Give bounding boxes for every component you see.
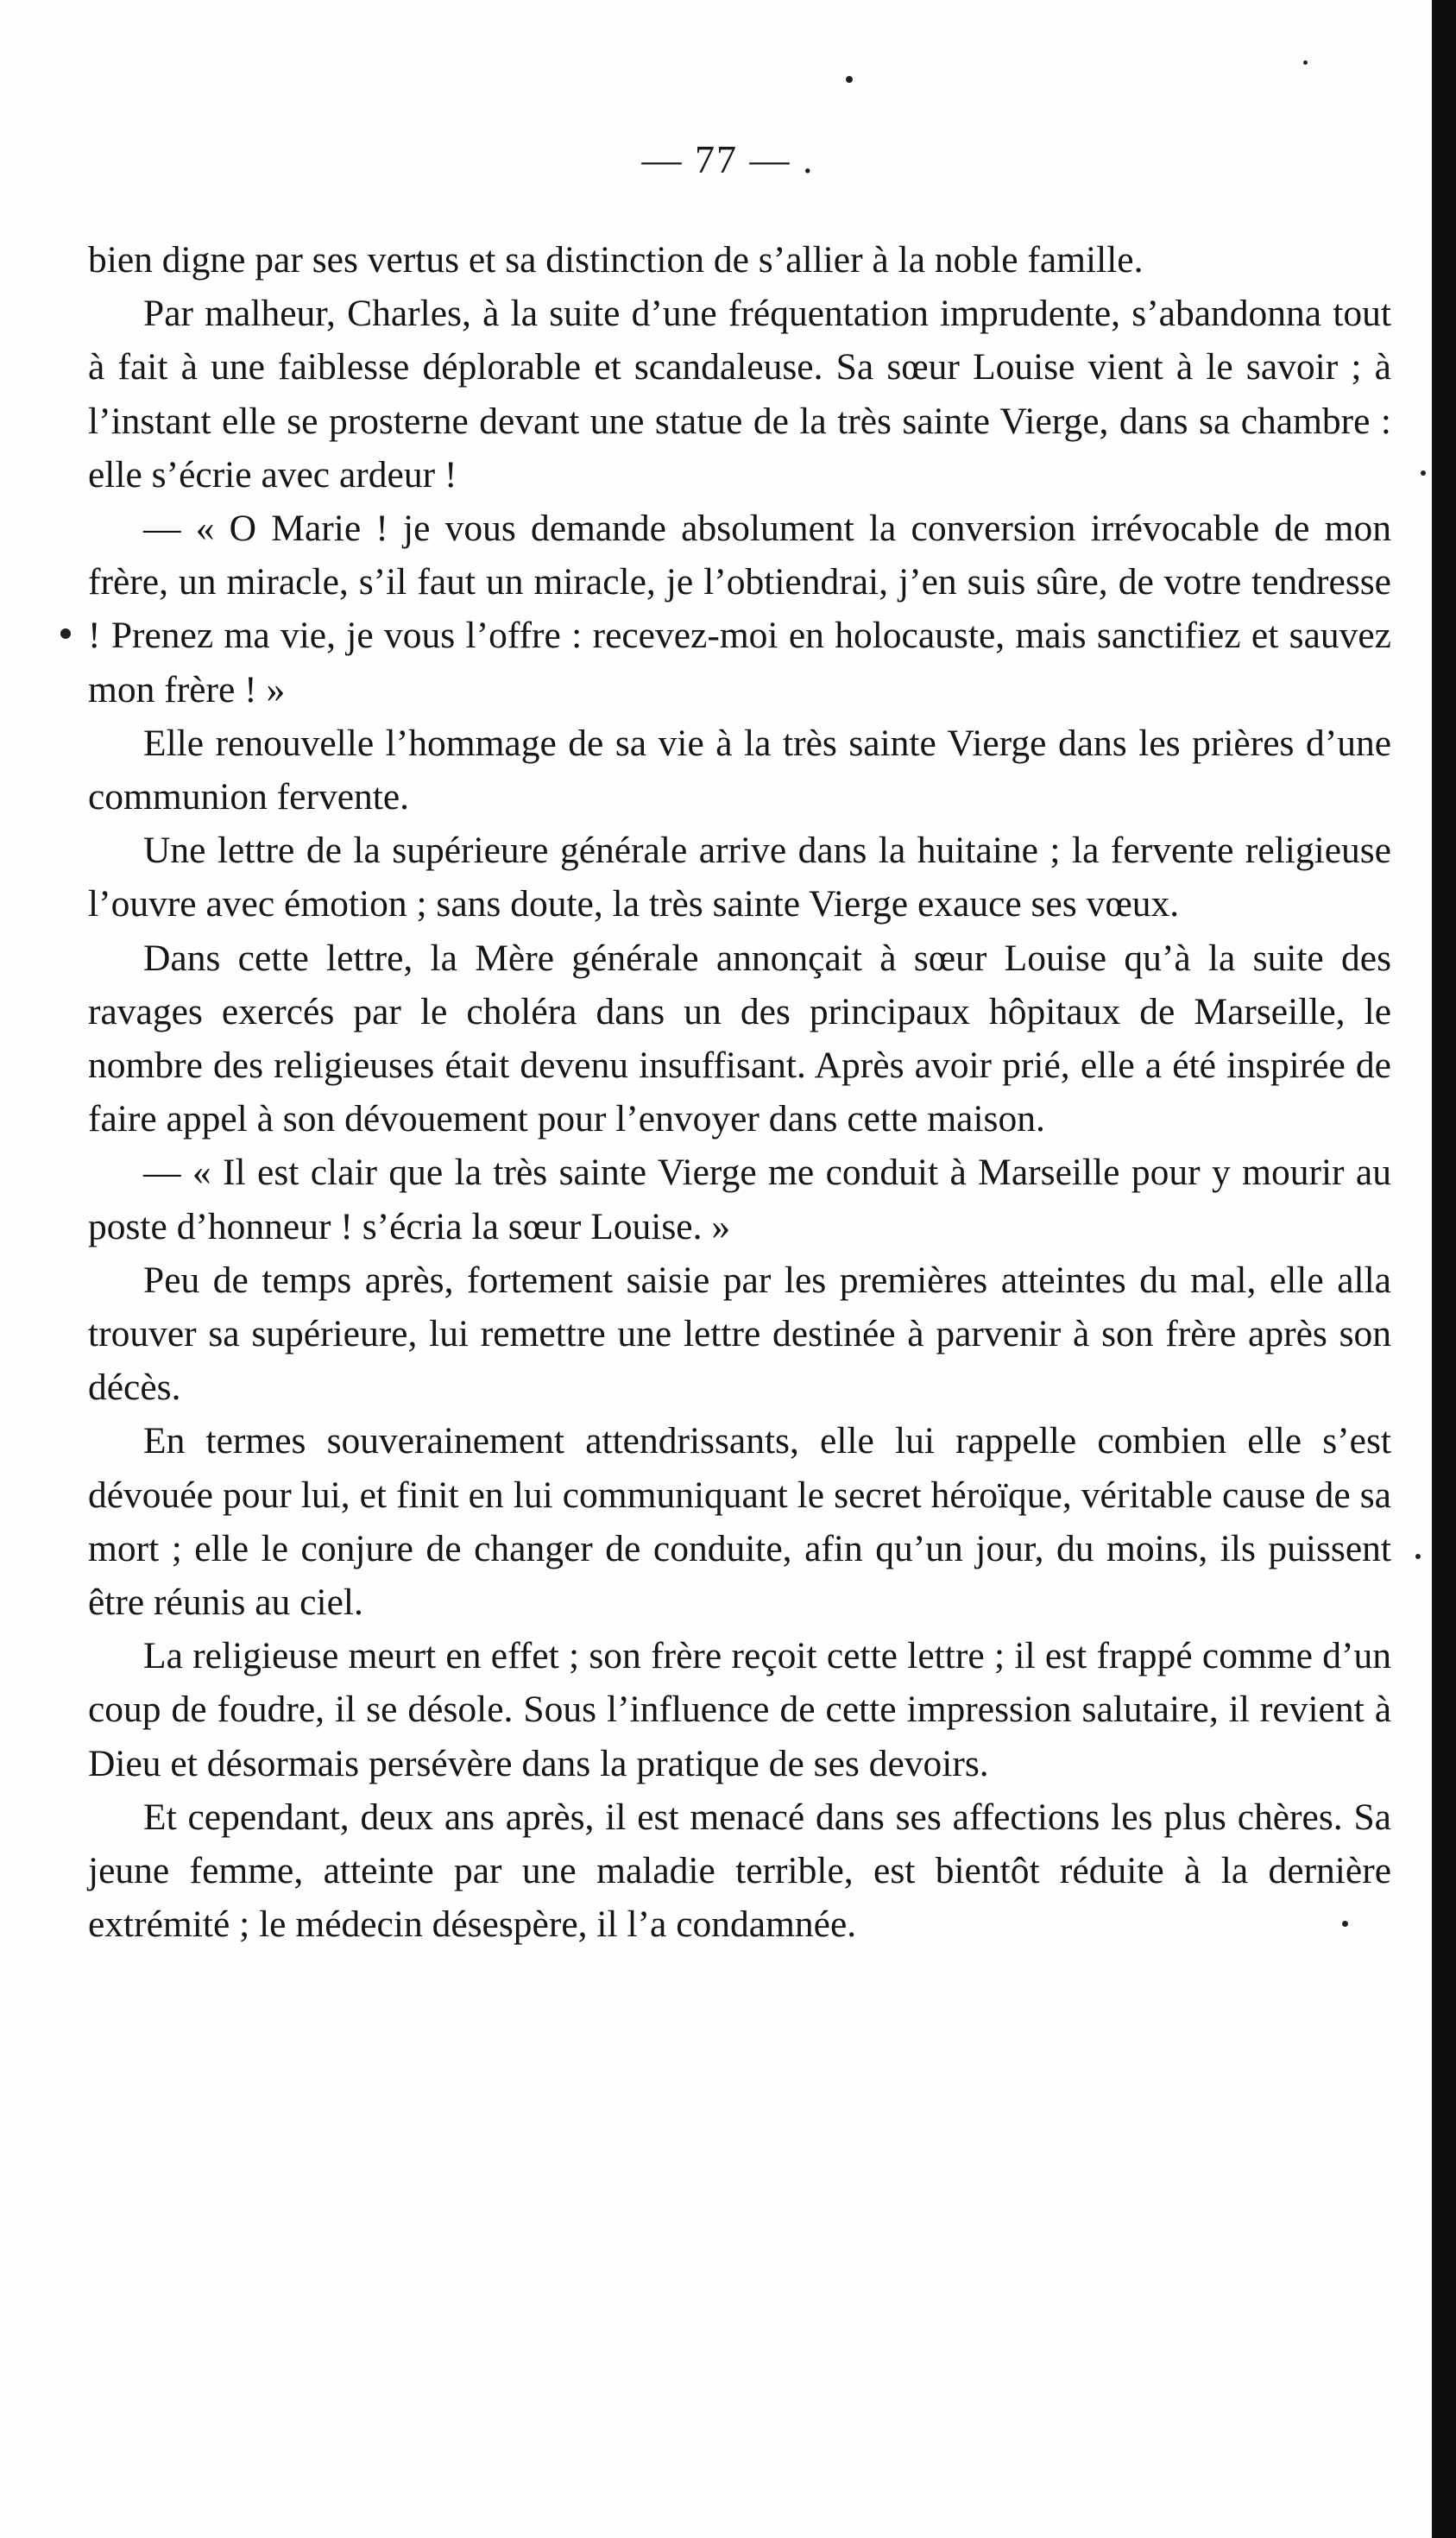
paragraph: La religieuse meurt en effet ; son frère reçoit cette lettre ; il est frappé comme d’un coup de foudre, il se désole. Sous l’influence de cette impression salutaire, il revient à Dieu et désormais persévère dans la pratique de ses devoirs.	[88, 1635, 1391, 1784]
paragraph: Une lettre de la supérieure générale arrive dans la huitaine ; la fervente religieuse l’ouvre avec émotion ; sans doute, la très sainte Vierge exauce ses vœux.	[88, 830, 1391, 925]
paragraph: — « Il est clair que la très sainte Vierge me conduit à Marseille pour y mourir au poste d’honneur ! s’écria la sœur Louise. »	[88, 1152, 1391, 1247]
paragraph: — « O Marie ! je vous demande absolument la conversion irrévocable de mon frère, un miracle, s’il faut un miracle, je l’obtiendrai, j’en suis sûre, de votre tendresse ! Prenez ma vie, je vous l’offre : recevez-moi en holocauste, mais sanctifiez et sauvez mon frère ! »	[88, 508, 1391, 710]
scan-edge-shadow	[1432, 0, 1456, 2538]
paragraph: Dans cette lettre, la Mère générale annonçait à sœur Louise qu’à la suite des ravages exercés par le choléra dans un des principaux hôpitaux de Marseille, le nombre des religieuses était devenu insuffisant. Après avoir prié, elle a été inspirée de faire appel à son dévouement pour l’envoyer dans cette maison.	[88, 937, 1391, 1140]
scan-speck	[1421, 470, 1426, 476]
paragraph: Peu de temps après, fortement saisie par les premières atteintes du mal, elle alla trouver sa supérieure, lui remettre une lettre destinée à parvenir à son frère après son décès.	[88, 1259, 1391, 1409]
scan-speck	[1342, 1921, 1348, 1927]
scan-speck	[1303, 60, 1308, 65]
paragraph: Et cependant, deux ans après, il est menacé dans ses affections les plus chères. Sa jeune femme, atteinte par une maladie terrible, est bientôt réduite à la dernière extrémité ; le médecin désespère, il l’a condamnée.	[88, 1796, 1391, 1946]
scan-speck	[1415, 1554, 1421, 1559]
paragraph: Elle renouvelle l’hommage de sa vie à la très sainte Vierge dans les prières d’une communion fervente.	[88, 722, 1391, 818]
paragraph: Par malheur, Charles, à la suite d’une fréquentation imprudente, s’abandonna tout à fait à une faiblesse déplorable et scandaleuse. Sa sœur Louise vient à le savoir ; à l’instant elle se prosterne devant une statue de la très sainte Vierge, dans sa chambre : elle s’écrie avec ardeur !	[88, 293, 1391, 496]
paragraph: En termes souverainement attendrissants, elle lui rappelle combien elle s’est dévouée pour lui, et finit en lui communiquant le secret héroïque, véritable cause de sa mort ; elle le conjure de changer de conduite, afin qu’un jour, du moins, ils puissent être réunis au ciel.	[88, 1420, 1391, 1624]
scan-speck	[60, 628, 71, 639]
paragraph: bien digne par ses vertus et sa distinction de s’allier à la noble famille.	[88, 239, 1144, 281]
scan-speck	[846, 76, 853, 83]
body-text	[88, 233, 1391, 1952]
page-number: — 77 — .	[641, 137, 815, 181]
